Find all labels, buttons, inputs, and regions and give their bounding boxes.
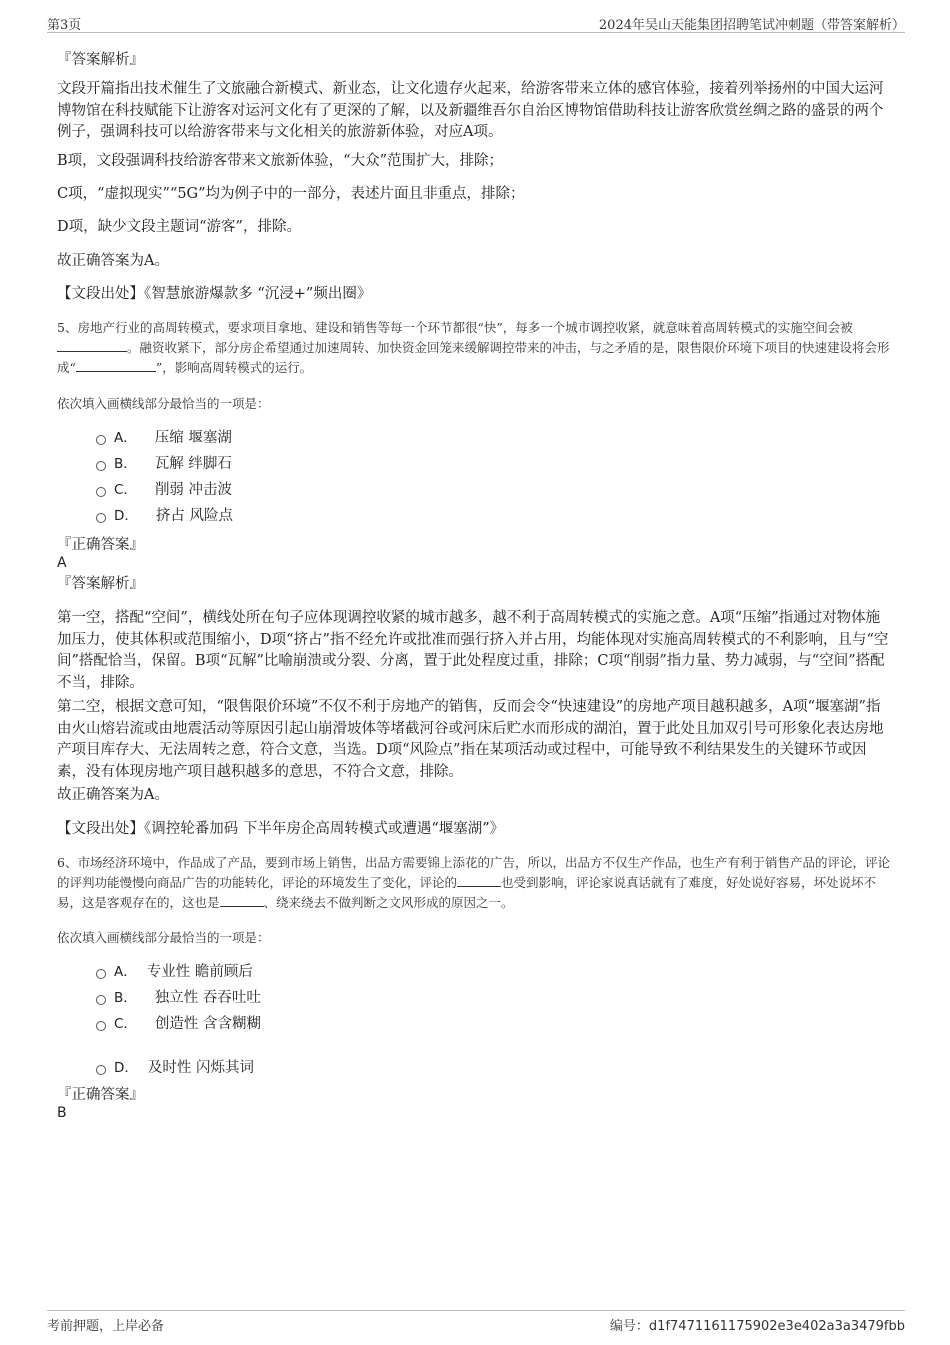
q4-analysis-para1: 文段开篇指出技术催生了文旅融合新模式、新业态，让文化遗存火起来，给游客带来立体的感官体验，接着列举扬州的中国大运河博物馆在科技赋能下让游客对运河文化有了更深的了解，以及新疆维吾尔自治区博物馆借助科技让游客欣赏丝绸之路的盛景的两个例子，强调科技可以给游客带来与文化相关的旅游新体验，对应A项。 <box>57 81 884 140</box>
q6-option-b[interactable]: B． 独立性 吞吞吐吐 <box>96 988 261 1008</box>
q5-option-d[interactable]: D． 挤占 风险点 <box>96 506 233 526</box>
page-header <box>47 12 905 33</box>
radio-icon[interactable] <box>96 487 106 497</box>
footer-code <box>610 1315 905 1334</box>
q5-blank-2 <box>76 359 156 372</box>
q5-option-a[interactable]: A． 压缩 堰塞湖 <box>96 428 232 448</box>
q5-stem-part1: 5、房地产行业的高周转模式，要求项目拿地、建设和销售等每一个环节都很“快”，每多一个城市调控收紧，就意味着高周转模式的实施空间会被 <box>57 320 853 335</box>
q6-option-a[interactable]: A． 专业性 瞻前顾后 <box>96 962 253 982</box>
q6-option-c[interactable]: C． 创造性 含含糊糊 <box>96 1014 261 1034</box>
q5-correct-answer: A <box>57 555 67 571</box>
footer-slogan: 考前押题，上岸必备 <box>47 1319 165 1334</box>
q4-analysis-option-d: D项，缺少文段主题词“游客”，排除。 <box>57 219 301 235</box>
q5-instruction: 依次填入画横线部分最恰当的一项是： <box>57 396 270 411</box>
q5-blank-1 <box>57 339 127 352</box>
q6-blank-2 <box>220 894 264 907</box>
page-number: 第3页 <box>47 18 82 33</box>
radio-icon[interactable] <box>96 1021 106 1031</box>
q5-stem <box>57 318 892 378</box>
radio-icon[interactable] <box>96 435 106 445</box>
q5-conclusion: 故正确答案为A。 <box>57 787 169 803</box>
q6-blank-1 <box>457 874 501 887</box>
radio-icon[interactable] <box>96 969 106 979</box>
footer-code-value: d1f7471161175902e3e402a3a3479fbb <box>648 1319 905 1334</box>
radio-icon[interactable] <box>96 1065 106 1075</box>
q5-analysis-para1: 第一空，搭配“空间”，横线处所在句子应体现调控收紧的城市越多，越不利于高周转模式的实施之意。A项“压缩”指通过对物体施加压力，使其体积或范围缩小，D项“挤占”指不经允许或批准而强行挤入并占用，均能体现对实施高周转模式的不利影响，且与“空间”搭配恰当，保留。B项“瓦解”比喻崩溃或分裂、分离，置于此处程度过重，排除；C项“削弱”指力量、势力减弱，与“空间”搭配不当，排除。 <box>57 610 889 691</box>
q6-correct-answer: B <box>57 1105 67 1121</box>
q5-analysis-label: 『答案解析』 <box>57 576 144 592</box>
q5-source: 【文段出处】《调控轮番加码 下半年房企高周转模式或遭遇“堰塞湖”》 <box>57 821 505 837</box>
q5-correct-label: 『正确答案』 <box>57 537 144 553</box>
page-footer <box>47 1310 905 1334</box>
q4-analysis-option-b: B项，文段强调科技给游客带来文旅新体验，“大众”范围扩大，排除； <box>57 153 503 169</box>
q4-conclusion: 故正确答案为A。 <box>57 253 169 269</box>
q5-option-b[interactable]: B． 瓦解 绊脚石 <box>96 454 232 474</box>
q6-stem <box>57 853 892 913</box>
q6-stem-part3: 、绕来绕去不做判断之文风形成的原因之一。 <box>263 895 514 910</box>
q5-stem-part3: ”，影响高周转模式的运行。 <box>155 360 313 375</box>
document-title: 2024年吴山天能集团招聘笔试冲刺题（带答案解析） <box>598 18 905 33</box>
q6-instruction: 依次填入画横线部分最恰当的一项是： <box>57 930 270 945</box>
q4-analysis-option-c: C项，“虚拟现实”“5G”均为例子中的一部分，表述片面且非重点，排除； <box>57 186 525 202</box>
q6-option-d[interactable]: D． 及时性 闪烁其词 <box>96 1058 254 1078</box>
q5-stem-part2: 。融资收紧下，部分房企希望通过加速周转、加快资金回笼来缓解调控带来的冲击，与之矛盾的是，限售限价环境下项目的快速建设将会形成“ <box>57 340 890 375</box>
footer-code-label: 编号： <box>609 1319 649 1334</box>
q6-correct-label: 『正确答案』 <box>57 1087 144 1103</box>
radio-icon[interactable] <box>96 461 106 471</box>
q4-analysis-label: 『答案解析』 <box>57 52 144 68</box>
radio-icon[interactable] <box>96 513 106 523</box>
q6-stem-part1: 6、市场经济环境中，作品成了产品，要到市场上销售，出品方需要锦上添花的广告，所以，出品方不仅生产作品，也生产有利于销售产品的评论，评论的评判功能慢慢向商品广告的功能转化，评论的环境发生了变化，评论的 <box>57 855 890 890</box>
q5-option-c[interactable]: C． 削弱 冲击波 <box>96 480 232 500</box>
q6-stem-part2: 也受到影响，评论家说真话就有了难度，好处说好容易，坏处说坏不易，这是客观存在的，这也是 <box>57 875 877 910</box>
q5-analysis-para2: 第二空，根据文意可知，“限售限价环境”不仅不利于房地产的销售，反而会令“快速建设”的房地产项目越积越多，A项“堰塞湖”指由火山熔岩流或由地震活动等原因引起山崩滑坡体等堵截河谷或河床后贮水而形成的湖泊，置于此处且加双引号可形象化表达房地产项目库存大、无法周转之意，符合文意，当选。D项“风险点”指在某项活动或过程中，可能导致不利结果发生的关键环节或因素，没有体现房地产项目越积越多的意思，不符合文意，排除。 <box>57 699 884 780</box>
radio-icon[interactable] <box>96 995 106 1005</box>
q4-source: 【文段出处】《智慧旅游爆款多 “沉浸+”频出圈》 <box>57 286 372 302</box>
